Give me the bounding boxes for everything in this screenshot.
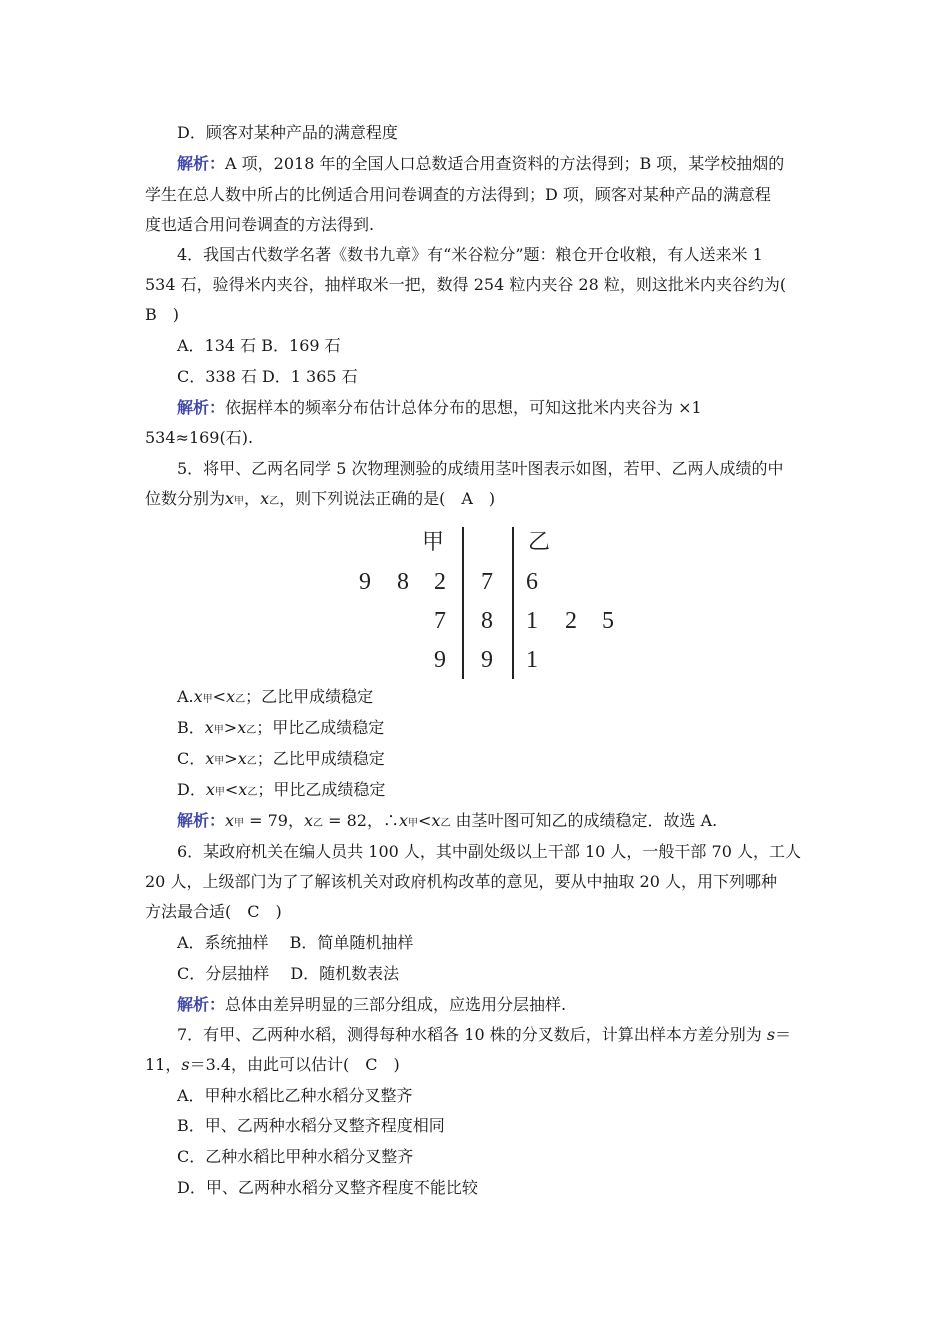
- q5-option-d: D．x甲<x乙；甲比乙成绩稳定: [177, 780, 386, 799]
- stem-leaf-left-leaf: 2: [434, 569, 446, 595]
- q7-option-d: D．甲、乙两种水稻分叉整齐程度不能比较: [177, 1178, 478, 1197]
- stem-leaf-left-header: 甲: [422, 530, 445, 555]
- q4-analysis-line-2: 534≈169(石).: [145, 428, 254, 447]
- q4-options-line-1: A．134 石 B．169 石: [177, 336, 341, 355]
- stem-leaf-left-leaf: 9: [434, 647, 446, 673]
- q7-stem-line-2: 11，s＝3.4，由此可以估计( C ): [145, 1055, 400, 1074]
- q5-option-b: B．x甲>x乙；甲比乙成绩稳定: [177, 718, 385, 737]
- q3-analysis-line-3: 度也适合用问卷调查的方法得到.: [145, 215, 375, 234]
- q6-stem-line-1: 6．某政府机关在编人员共 100 人，其中副处级以上干部 10 人，一般干部 70 人，工人: [177, 842, 801, 861]
- q4-stem-line-1: 4．我国古代数学名著《数书九章》有“米谷粒分”题：粮仓开仓收粮，有人送来米 1: [177, 245, 763, 264]
- q6-stem-line-3: 方法最合适( C ): [145, 902, 282, 921]
- stem-leaf-stem: 7: [481, 569, 493, 595]
- q5-option-c: C．x甲>x乙；乙比甲成绩稳定: [177, 749, 385, 768]
- q7-option-b: B．甲、乙两种水稻分叉整齐程度相同: [177, 1116, 445, 1135]
- q6-stem-line-2: 20 人，上级部门为了了解该机关对政府机构改革的意见，要从中抽取 20 人，用下列哪种: [145, 872, 777, 891]
- q4-stem-line-2: 534 石，验得米内夹谷，抽样取米一把，数得 254 粒内夹谷 28 粒，则这批米内夹谷约为(: [145, 275, 787, 294]
- q5-option-a: A.x甲<x乙；乙比甲成绩稳定: [177, 687, 374, 706]
- stem-leaf-right-leaf: 2: [565, 608, 577, 634]
- q6-options-line-2: C．分层抽样 D．随机数表法: [177, 964, 400, 983]
- q7-stem-line-1: 7．有甲、乙两种水稻，测得每种水稻各 10 株的分叉数后，计算出样本方差分别为 s＝: [177, 1025, 792, 1044]
- q6-analysis: 解析：总体由差异明显的三部分组成，应选用分层抽样.: [177, 995, 567, 1014]
- stem-leaf-right-leaf: 1: [526, 608, 538, 634]
- analysis-label: 解析：: [177, 811, 226, 830]
- stem-leaf-divider-left: [462, 527, 464, 679]
- analysis-label: 解析：: [177, 995, 226, 1014]
- stem-leaf-right-leaf: 1: [526, 647, 538, 673]
- q3-analysis-line-2: 学生在总人数中所占的比例适合用问卷调查的方法得到；D 项，顾客对某种产品的满意程: [145, 185, 771, 204]
- stem-leaf-left-leaf: 7: [434, 608, 446, 634]
- q3-option-d: D．顾客对某种产品的满意程度: [177, 123, 398, 142]
- stem-leaf-right-leaf: 6: [526, 569, 538, 595]
- q4-analysis-line-1: 解析：依据样本的频率分布估计总体分布的思想，可知这批米内夹谷为 ×1: [177, 398, 702, 417]
- stem-leaf-stem: 9: [481, 647, 493, 673]
- analysis-label: 解析：: [177, 398, 226, 417]
- stem-leaf-right-header: 乙: [528, 530, 551, 555]
- q7-option-a: A．甲种水稻比乙种水稻分叉整齐: [177, 1086, 413, 1105]
- stem-leaf-right-leaf: 5: [602, 608, 614, 634]
- stem-leaf-left-leaf: 8: [397, 569, 409, 595]
- q4-options-line-2: C．338 石 D．1 365 石: [177, 367, 358, 386]
- q6-options-line-1: A．系统抽样 B．简单随机抽样: [177, 933, 414, 952]
- q4-stem-line-3: B ): [145, 305, 180, 324]
- q7-option-c: C．乙种水稻比甲种水稻分叉整齐: [177, 1147, 414, 1166]
- stem-leaf-stem: 8: [481, 608, 493, 634]
- q5-analysis: 解析：x甲 = 79，x乙 = 82，∴x甲<x乙 由茎叶图可知乙的成绩稳定．故选 A.: [177, 811, 718, 830]
- q3-analysis-line-1: 解析：A 项，2018 年的全国人口总数适合用查资料的方法得到；B 项，某学校抽烟的: [177, 154, 785, 173]
- stem-leaf-divider-right: [512, 527, 514, 679]
- q5-stem-line-1: 5．将甲、乙两名同学 5 次物理测验的成绩用茎叶图表示如图，若甲、乙两人成绩的中: [177, 459, 784, 478]
- analysis-label: 解析：: [177, 154, 226, 173]
- q5-stem-line-2: 位数分别为x甲，x乙，则下列说法正确的是( A ): [145, 489, 496, 508]
- stem-leaf-left-leaf: 9: [359, 569, 371, 595]
